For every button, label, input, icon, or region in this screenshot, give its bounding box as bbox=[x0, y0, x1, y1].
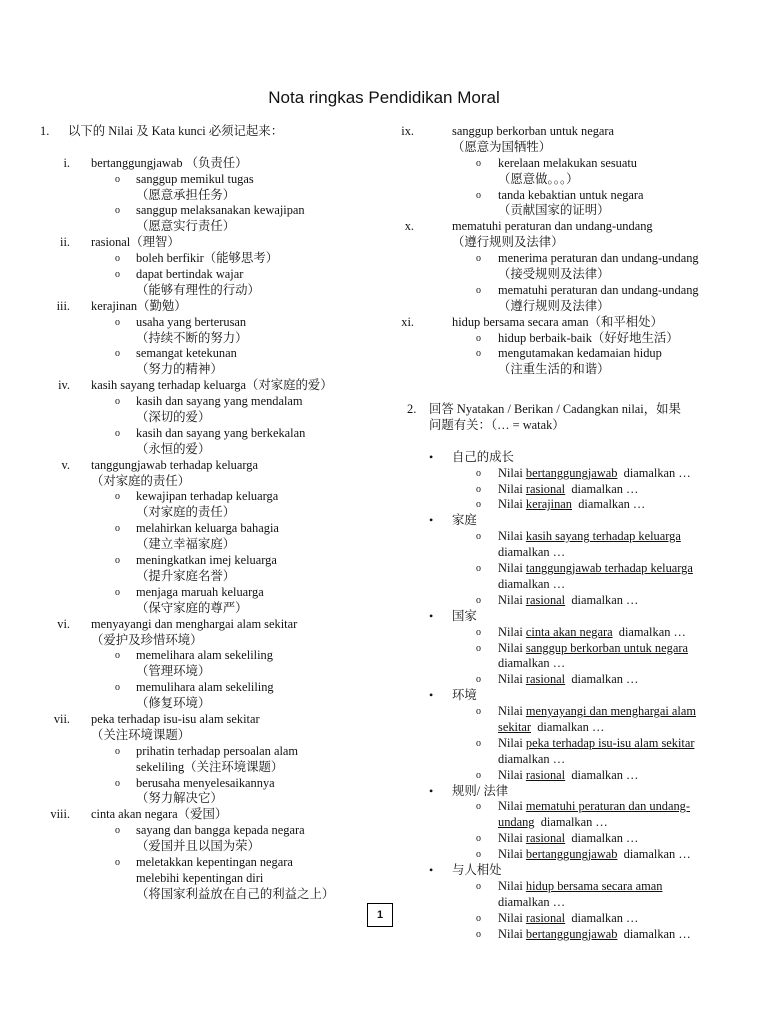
hollow-circle-icon: o bbox=[476, 284, 481, 296]
right-column: ix. sanggup berkorban untuk negara （愿意为国牺牲） o kerelaan melakukan sesuatu （愿意做。。。） o tanda kebaktian untuk negara （贡献国家的证明） x. mematuhi peraturan dan undang-undang （遵行规则及法律） o menerima peraturan dan undang-undang （接受规则及法律） o mematuhi peraturan dan undang-undang （遵行规则及法律） xi. hidup bersama secara aman（和平相处） o hidup berbaik-baik（好好地生活） o mengutamakan kedamaian hidup （注重生活的和谐） 2. 回答 Nyatakan / Berikan / Cadangkan nilai，如果 问题有关：（… = watak） • 自己的成长 o Nilai bertanggungjawab diamalkan … o Nilai rasional diamalkan … o Nilai kerajinan diamalkan … • 家庭 o Nilai kasih sayang terhadap keluarga diamalkan … o Nilai tanggungjawab terhadap keluarga diamalkan … o Nilai rasional diamalkan … • 国家 o Nilai cinta akan negara diamalkan … o Nilai sanggup berkorban untuk negara diamalkan … o Nilai rasional diamalkan … • 环境 o Nilai menyayangi dan menghargai alam sekitar diamalkan … o Nilai peka terhadap isu-isu alam sekitar diamalkan … o Nilai rasional diamalkan … • 规则/ 法律 o Nilai mematuhi peraturan dan undang- undang diamalkan … o Nilai rasional diamalkan … o Nilai bertanggungjawab diamalkan … • 与人相处 o Nilai hidup bersama secara aman diamalkan … o Nilai rasional diamalkan … o Nilai bertanggungjawab diamalkan … bbox=[384, 124, 768, 942]
value-point: o hidup berbaik-baik（好好地生活） bbox=[476, 330, 679, 345]
hollow-circle-icon: o bbox=[476, 737, 481, 749]
hollow-circle-icon: o bbox=[476, 563, 481, 575]
nilai-line: o Nilai kasih sayang terhadap keluarga bbox=[476, 529, 681, 544]
value-item: iii. kerajinan（勤勉） bbox=[56, 298, 187, 313]
hollow-circle-icon: o bbox=[476, 157, 481, 169]
nilai-line: o Nilai rasional diamalkan … bbox=[476, 831, 639, 846]
hollow-circle-icon: o bbox=[476, 594, 481, 606]
filled-dot-icon: • bbox=[429, 862, 434, 877]
value-point: o kerelaan melakukan sesuatu bbox=[476, 155, 637, 170]
hollow-circle-icon: o bbox=[115, 427, 120, 439]
hollow-circle-icon: o bbox=[476, 253, 481, 265]
left-column: 1. 以下的 Nilai 及 Kata kunci 必须记起来： i. bertanggungjawab （负责任） o sanggup memikul tugas （愿意承担任务） o sanggup melaksanakan kewajipan （愿意实行责任） ii. rasional（理智） o boleh berfikir（能够思考） o dapat bertindak wajar （能够有理性的行动） iii. kerajinan（勤勉） o usaha yang berterusan （持续不断的努力） o semangat ketekunan （努力的精神） iv. kasih sayang terhadap keluarga（对家庭的爱） o kasih dan sayang yang mendalam （深切的爱） o kasih dan sayang yang berkekalan （永恒的爱） v. tanggungjawab terhadap keluarga （对家庭的责任） o kewajipan terhadap keluarga （对家庭的责任） o melahirkan keluarga bahagia （建立幸福家庭） o meningkatkan imej keluarga （提升家庭名誉） o menjaga maruah keluarga （保守家庭的尊严） vi. menyayangi dan menghargai alam sekitar （爱护及珍惜环境） o memelihara alam sekeliling （管理环境） o memulihara alam sekeliling （修复环境） vii. peka terhadap isu-isu alam sekitar （关注环境课题） o prihatin terhadap persoalan alam sekeliling（关注环境课题） o berusaha menyelesaikannya （努力解决它） viii. cinta akan negara（爱国） o sayang dan bangga kepada negara （爱国并且以国为荣） o meletakkan kepentingan negara melebihi kepentingan diri （将国家利益放在自己的利益之上） bbox=[0, 124, 384, 903]
filled-dot-icon: • bbox=[429, 608, 434, 623]
nilai-line: o Nilai hidup bersama secara aman bbox=[476, 878, 663, 893]
filled-dot-icon: • bbox=[429, 449, 434, 464]
value-point: o memelihara alam sekeliling bbox=[115, 648, 273, 663]
hollow-circle-icon: o bbox=[115, 777, 120, 789]
hollow-circle-icon: o bbox=[115, 253, 120, 265]
hollow-circle-icon: o bbox=[115, 586, 120, 598]
value-item: x. mematuhi peraturan dan undang-undang bbox=[404, 219, 653, 234]
value-item: ii. rasional（理智） bbox=[60, 235, 180, 250]
value-point: o tanda kebaktian untuk negara bbox=[476, 187, 644, 202]
hollow-circle-icon: o bbox=[476, 467, 481, 479]
value-item: xi. hidup bersama secara aman（和平相处） bbox=[401, 314, 663, 329]
topic-heading: • 与人相处 bbox=[429, 862, 502, 877]
hollow-circle-icon: o bbox=[115, 745, 120, 757]
topic-heading: • 自己的成长 bbox=[429, 449, 514, 464]
filled-dot-icon: • bbox=[429, 513, 434, 528]
hollow-circle-icon: o bbox=[476, 642, 481, 654]
value-point: o melahirkan keluarga bahagia bbox=[115, 521, 279, 536]
hollow-circle-icon: o bbox=[115, 491, 120, 503]
value-item: ix. sanggup berkorban untuk negara bbox=[401, 124, 615, 138]
hollow-circle-icon: o bbox=[476, 189, 481, 201]
hollow-circle-icon: o bbox=[476, 499, 481, 511]
nilai-line: o Nilai cinta akan negara diamalkan … bbox=[476, 624, 686, 639]
hollow-circle-icon: o bbox=[476, 706, 481, 718]
hollow-circle-icon: o bbox=[476, 332, 481, 344]
nilai-line: o Nilai bertanggungjawab diamalkan … bbox=[476, 847, 691, 862]
hollow-circle-icon: o bbox=[476, 849, 481, 861]
value-point: o meletakkan kepentingan negara bbox=[115, 854, 293, 869]
hollow-circle-icon: o bbox=[115, 205, 120, 217]
nilai-line: o Nilai bertanggungjawab diamalkan … bbox=[476, 926, 691, 941]
hollow-circle-icon: o bbox=[476, 880, 481, 892]
page-number: 1 bbox=[367, 903, 393, 927]
value-point: o memulihara alam sekeliling bbox=[115, 680, 274, 695]
hollow-circle-icon: o bbox=[476, 801, 481, 813]
hollow-circle-icon: o bbox=[476, 531, 481, 543]
hollow-circle-icon: o bbox=[476, 912, 481, 924]
value-point: o usaha yang berterusan bbox=[115, 314, 247, 329]
value-point: o boleh berfikir（能够思考） bbox=[115, 251, 279, 266]
value-point: o kasih dan sayang yang berkekalan bbox=[115, 425, 306, 440]
hollow-circle-icon: o bbox=[115, 682, 120, 694]
topic-heading: • 规则/ 法律 bbox=[429, 783, 509, 798]
section-2-heading: 2. 回答 Nyatakan / Berikan / Cadangkan nilai，如果 bbox=[407, 402, 681, 417]
hollow-circle-icon: o bbox=[476, 348, 481, 360]
topic-heading: • 国家 bbox=[429, 608, 477, 623]
value-item: vii. peka terhadap isu-isu alam sekitar bbox=[53, 711, 260, 726]
value-item: i. bertanggungjawab （负责任） bbox=[63, 155, 248, 170]
value-item: iv. kasih sayang terhadap keluarga（对家庭的爱） bbox=[58, 378, 333, 393]
nilai-line: o Nilai peka terhadap isu-isu alam sekitar bbox=[476, 735, 695, 750]
value-point: o menerima peraturan dan undang-undang bbox=[476, 251, 699, 266]
value-point: o berusaha menyelesaikannya bbox=[115, 775, 275, 790]
hollow-circle-icon: o bbox=[476, 833, 481, 845]
value-point: o dapat bertindak wajar bbox=[115, 267, 244, 282]
value-point: o mematuhi peraturan dan undang-undang bbox=[476, 282, 699, 297]
hollow-circle-icon: o bbox=[115, 555, 120, 567]
nilai-line: o Nilai menyayangi dan menghargai alam bbox=[476, 704, 696, 719]
hollow-circle-icon: o bbox=[115, 825, 120, 837]
hollow-circle-icon: o bbox=[476, 626, 481, 638]
hollow-circle-icon: o bbox=[476, 928, 481, 940]
value-point: o menjaga maruah keluarga bbox=[115, 584, 264, 599]
topic-heading: • 环境 bbox=[429, 688, 477, 703]
nilai-line: o Nilai sanggup berkorban untuk negara bbox=[476, 640, 688, 655]
page-title: Nota ringkas Pendidikan Moral bbox=[268, 88, 500, 107]
hollow-circle-icon: o bbox=[476, 674, 481, 686]
value-point: o prihatin terhadap persoalan alam bbox=[115, 743, 299, 758]
value-point: o kewajipan terhadap keluarga bbox=[115, 489, 279, 504]
hollow-circle-icon: o bbox=[115, 316, 120, 328]
nilai-line: o Nilai rasional diamalkan … bbox=[476, 592, 639, 607]
value-item: vi. menyayangi dan menghargai alam sekitar bbox=[57, 616, 298, 631]
value-point: o sanggup memikul tugas bbox=[115, 171, 254, 186]
hollow-circle-icon: o bbox=[115, 269, 120, 281]
value-item: v. tanggungjawab terhadap keluarga bbox=[61, 457, 258, 472]
section-1-heading: 1. 以下的 Nilai 及 Kata kunci 必须记起来： bbox=[40, 124, 284, 138]
value-point: o kasih dan sayang yang mendalam bbox=[115, 394, 303, 409]
topic-heading: • 家庭 bbox=[429, 513, 477, 528]
nilai-line: o Nilai tanggungjawab terhadap keluarga bbox=[476, 561, 693, 576]
value-point: o mengutamakan kedamaian hidup bbox=[476, 346, 662, 361]
hollow-circle-icon: o bbox=[115, 396, 120, 408]
nilai-line: o Nilai mematuhi peraturan dan undang- bbox=[476, 799, 691, 814]
hollow-circle-icon: o bbox=[115, 856, 120, 868]
value-point: o sanggup melaksanakan kewajipan bbox=[115, 203, 305, 218]
hollow-circle-icon: o bbox=[115, 173, 120, 185]
nilai-line: o Nilai rasional diamalkan … bbox=[476, 767, 639, 782]
nilai-line: o Nilai rasional diamalkan … bbox=[476, 481, 639, 496]
hollow-circle-icon: o bbox=[476, 483, 481, 495]
nilai-line: o Nilai rasional diamalkan … bbox=[476, 910, 639, 925]
filled-dot-icon: • bbox=[429, 688, 434, 703]
hollow-circle-icon: o bbox=[476, 769, 481, 781]
filled-dot-icon: • bbox=[429, 783, 434, 798]
hollow-circle-icon: o bbox=[115, 348, 120, 360]
nilai-line: o Nilai bertanggungjawab diamalkan … bbox=[476, 465, 691, 480]
value-point: o meningkatkan imej keluarga bbox=[115, 553, 277, 568]
value-item: viii. cinta akan negara（爱国） bbox=[50, 807, 228, 822]
hollow-circle-icon: o bbox=[115, 523, 120, 535]
hollow-circle-icon: o bbox=[115, 650, 120, 662]
value-point: o semangat ketekunan bbox=[115, 346, 237, 361]
value-point: o sayang dan bangga kepada negara bbox=[115, 823, 305, 838]
nilai-line: o Nilai rasional diamalkan … bbox=[476, 672, 639, 687]
nilai-line: o Nilai kerajinan diamalkan … bbox=[476, 497, 646, 512]
